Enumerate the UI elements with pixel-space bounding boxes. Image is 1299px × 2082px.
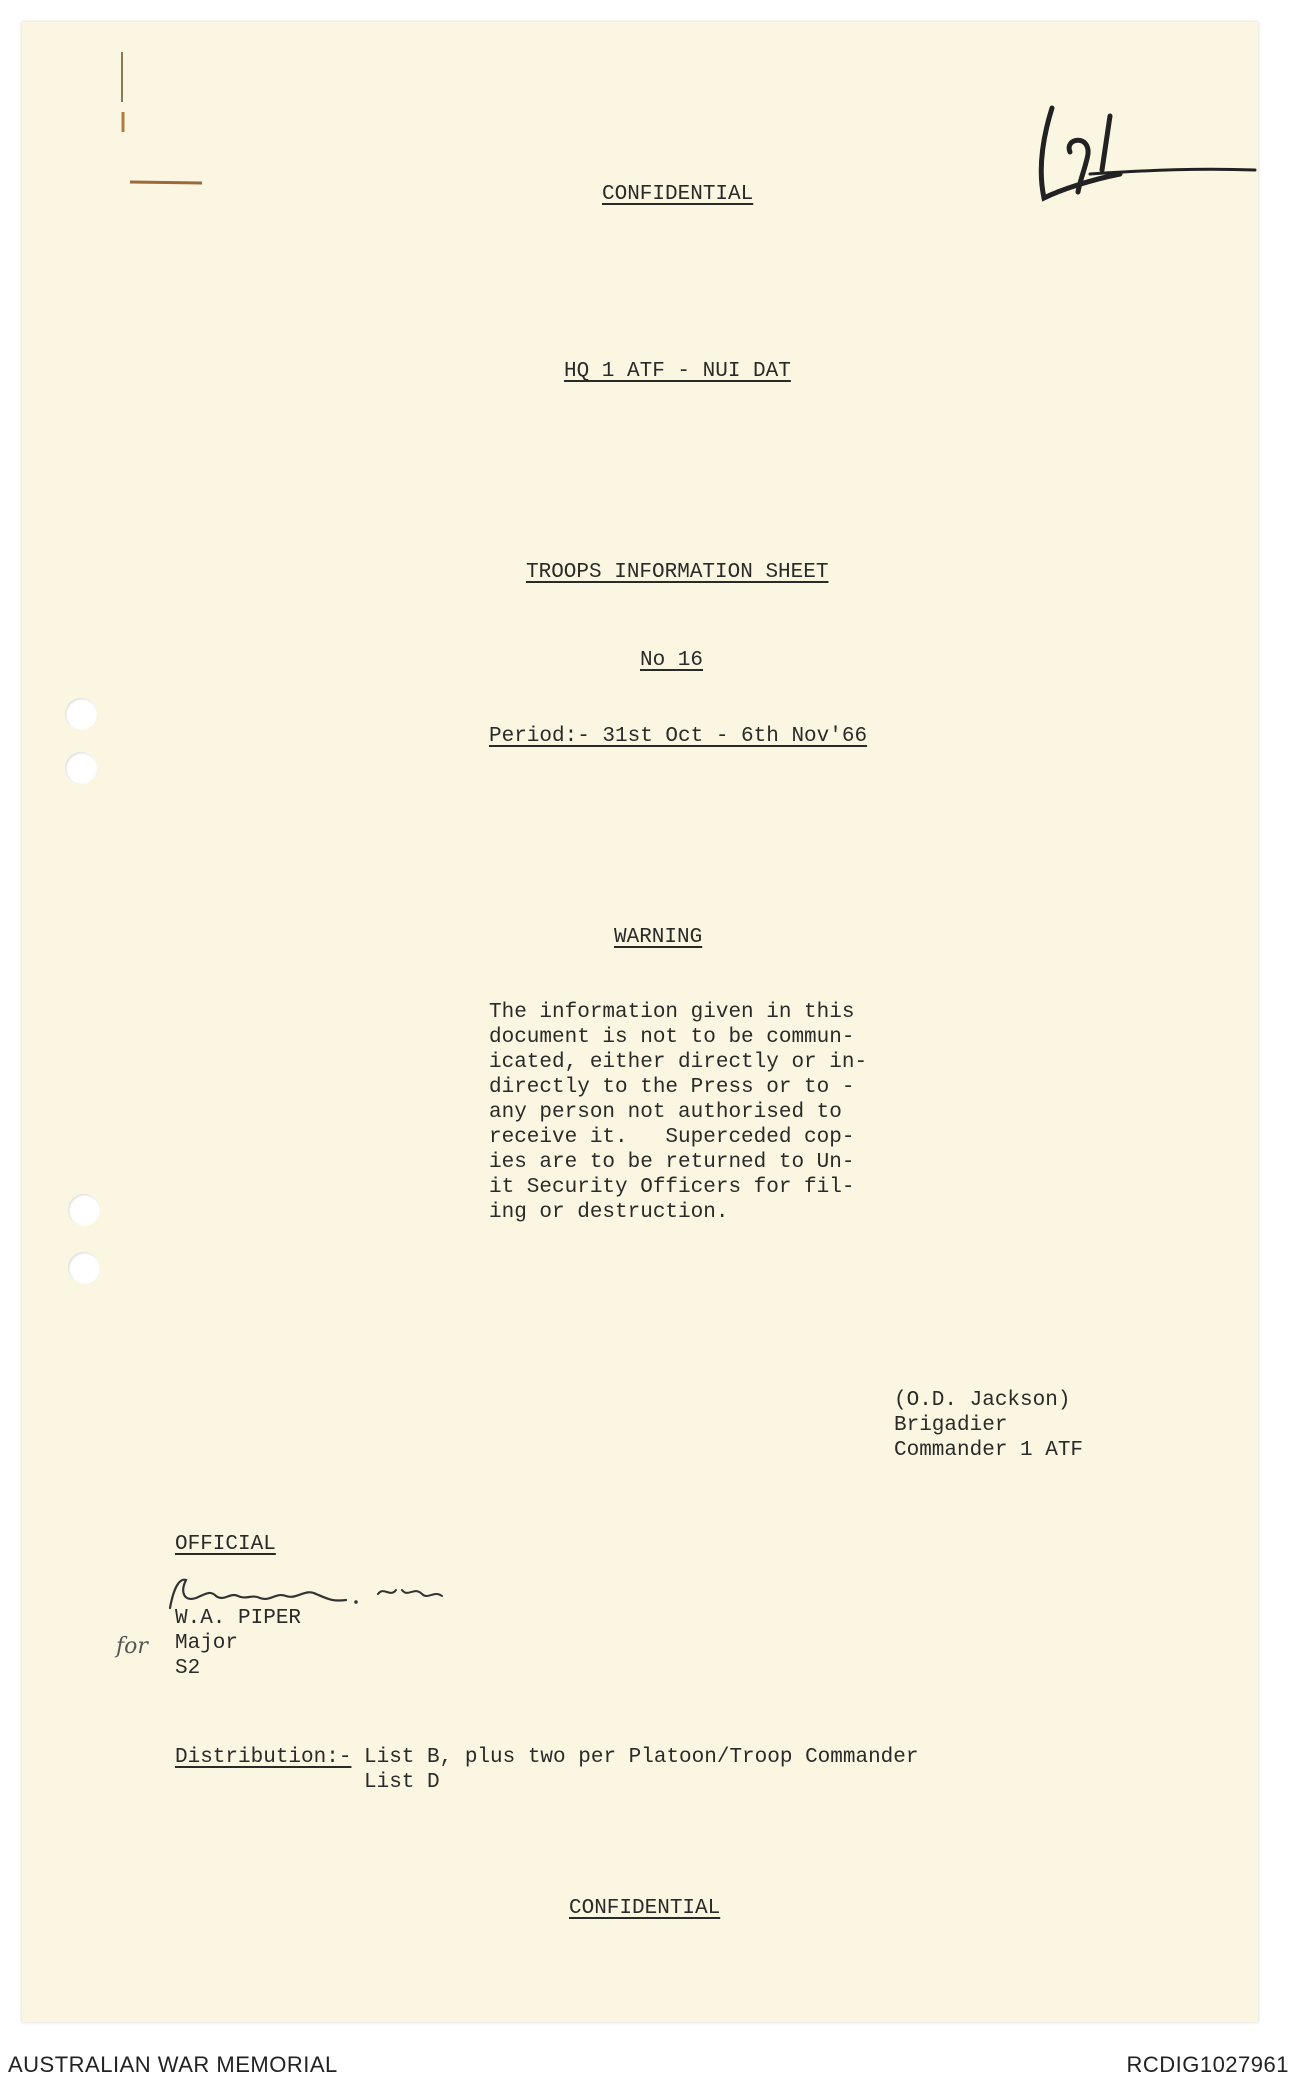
punch-hole	[65, 698, 97, 730]
warning-line: The information given in this	[489, 1001, 855, 1024]
warning-line: any person not authorised to	[489, 1101, 842, 1124]
folio-number-mark	[1030, 100, 1260, 220]
warning-line: document is not to be commun-	[489, 1026, 855, 1049]
archive-image-id: RCDIG1027961	[1126, 2052, 1289, 2077]
warning-line: it Security Officers for fil-	[489, 1176, 855, 1199]
warning-line: icated, either directly or in-	[489, 1051, 868, 1074]
punch-hole	[68, 1252, 100, 1284]
sheet-period: Period:- 31st Oct - 6th Nov'66	[489, 725, 868, 748]
header-classification: CONFIDENTIAL	[602, 183, 754, 206]
warning-heading: WARNING	[614, 926, 703, 949]
commander-name: (O.D. Jackson)	[894, 1389, 1071, 1412]
punch-hole	[65, 752, 97, 784]
official-rank: Major	[175, 1632, 239, 1655]
official-appointment: S2	[175, 1657, 201, 1680]
commander-appointment: Commander 1 ATF	[894, 1439, 1084, 1462]
sheet-title: TROOPS INFORMATION SHEET	[526, 561, 829, 584]
unit-heading: HQ 1 ATF - NUI DAT	[564, 360, 791, 383]
commander-rank: Brigadier	[894, 1414, 1008, 1437]
punch-hole	[68, 1194, 100, 1226]
sheet-number: No 16	[640, 649, 704, 672]
official-name: W.A. PIPER	[175, 1607, 302, 1630]
distribution-label: Distribution:-	[175, 1746, 352, 1769]
warning-line: ing or destruction.	[489, 1201, 729, 1224]
warning-line: receive it. Superceded cop-	[489, 1126, 855, 1149]
warning-line: ies are to be returned to Un-	[489, 1151, 855, 1174]
warning-line: directly to the Press or to -	[489, 1076, 855, 1099]
distribution-line-2: List D	[364, 1771, 440, 1794]
distribution-line-1: List B, plus two per Platoon/Troop Commander	[364, 1746, 919, 1769]
official-label: OFFICIAL	[175, 1533, 276, 1556]
footer-classification: CONFIDENTIAL	[569, 1897, 721, 1920]
official-for-note: for	[116, 1634, 148, 1659]
staple-marks	[92, 42, 212, 202]
archive-institution: AUSTRALIAN WAR MEMORIAL	[8, 2052, 338, 2077]
